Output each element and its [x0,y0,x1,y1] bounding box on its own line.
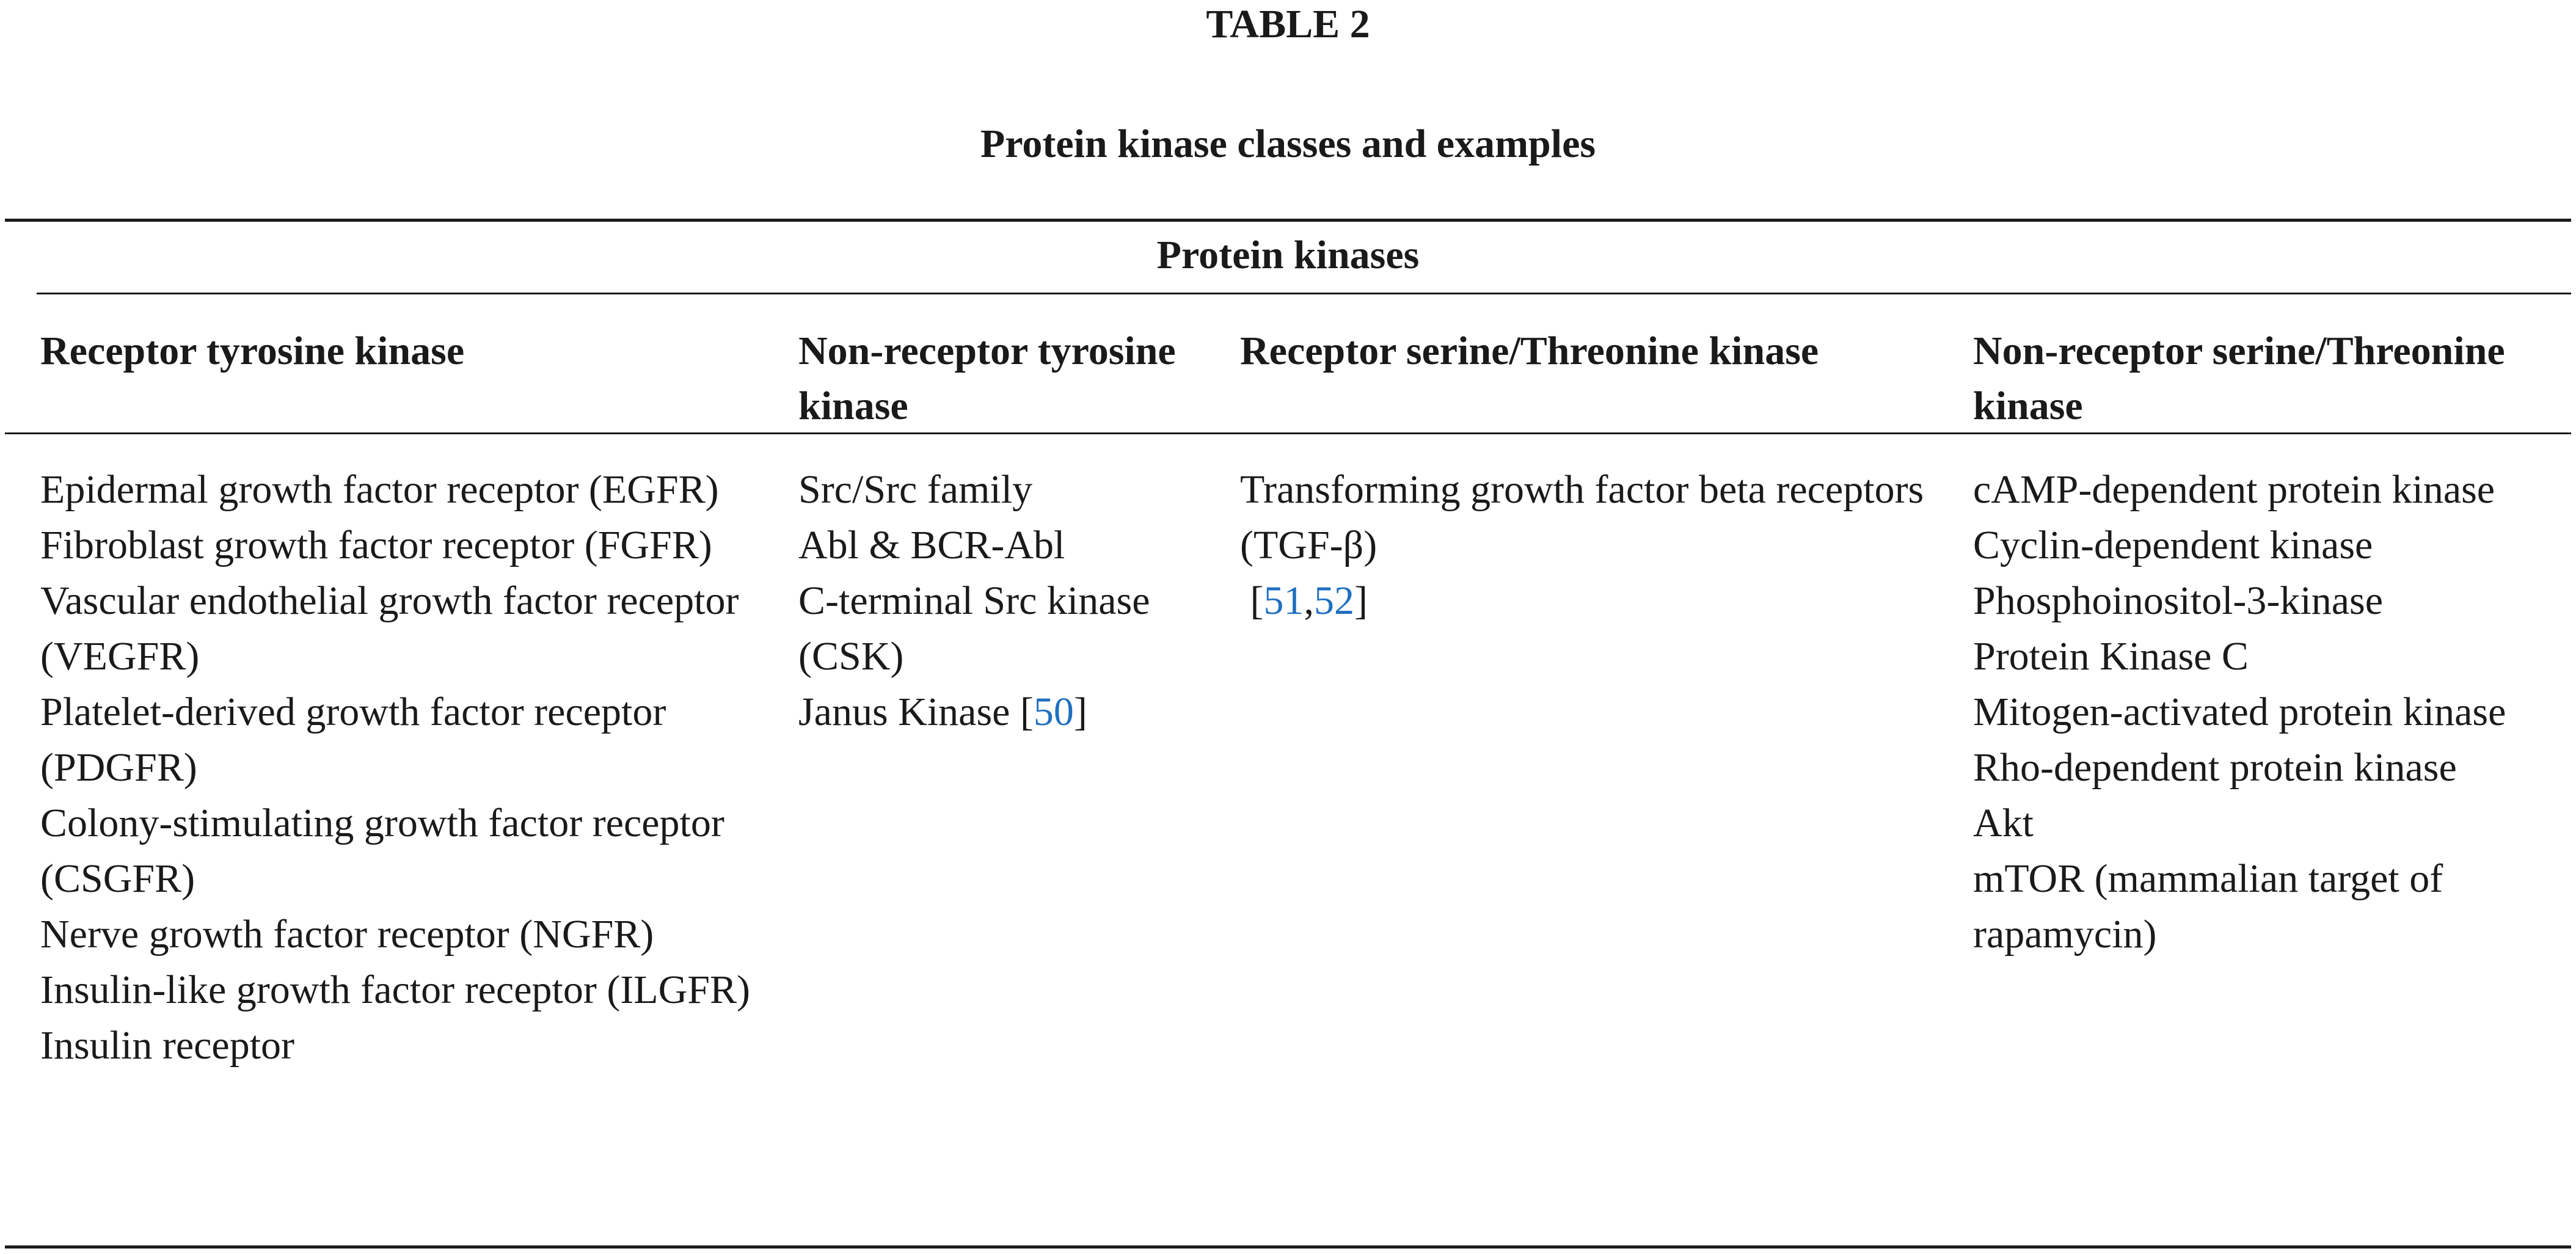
list-item: Src/Src family [798,467,1033,512]
list-item: Mitogen-activated protein kinase [1973,690,2506,734]
list-item: Akt [1973,801,2034,845]
list-item: Insulin-like growth factor receptor (ILGFR) [40,968,750,1012]
list-item: Rho-dependent protein kinase [1973,745,2457,790]
list-item-label: Janus Kinase [798,690,1010,734]
ref-bracket-close: ] [1073,690,1087,734]
group-header: Protein kinases [1156,233,1420,277]
list-item: Insulin receptor [40,1023,295,1068]
list-item: Abl & BCR-Abl [798,523,1065,567]
list-item: Epidermal growth factor receptor (EGFR) [40,467,719,512]
reference-link[interactable]: 51 [1263,578,1304,623]
header-rule [5,432,2571,434]
reference-link[interactable]: 52 [1313,578,1354,623]
ref-bracket-open: [ [1250,578,1264,623]
column-header-receptor-serine-threonine-kinase: Receptor serine/Threonine kinase [1240,329,1819,373]
ref-bracket-close: ] [1354,578,1368,623]
column-header-non-receptor-tyrosine-kinase: Non-receptor tyrosine kinase [798,329,1176,428]
column-header-receptor-tyrosine-kinase: Receptor tyrosine kinase [40,329,465,373]
ref-bracket-open: [ [1020,690,1034,734]
ref-separator: , [1304,578,1314,623]
list-item-refs [1240,573,1943,629]
column-receptor-tyrosine-kinase [40,462,761,1073]
list-item: Fibroblast growth factor receptor (FGFR) [40,523,712,567]
column-receptor-serine-threonine-kinase [1240,462,1943,629]
column-non-receptor-serine-threonine-kinase [1973,462,2572,962]
list-item: C-terminal Src kinase (CSK) [798,578,1150,679]
list-item: cAMP-dependent protein kinase [1973,467,2495,512]
list-item: Transforming growth factor beta receptors (TGF-β) [1240,467,1924,567]
group-header-rule [37,293,2571,294]
column-header-non-receptor-serine-threonine-kinase: Non-receptor serine/Threonine kinase [1973,329,2505,428]
list-item: Nerve growth factor receptor (NGFR) [40,912,654,957]
list-item: Phosphoinositol-3-kinase [1973,578,2383,623]
reference-link[interactable]: 50 [1033,690,1074,734]
list-item: Vascular endothelial growth factor receptor (VEGFR) [40,578,739,679]
bottom-rule [5,1245,2571,1249]
list-item: mTOR (mammalian target of rapamycin) [1973,856,2443,957]
table-number: TABLE 2 [1206,2,1370,46]
table-caption: Protein kinase classes and examples [980,122,1596,166]
list-item [798,684,1220,740]
column-non-receptor-tyrosine-kinase [798,462,1220,740]
list-item: Protein Kinase C [1973,634,2249,679]
top-rule [5,219,2571,222]
list-item: Platelet-derived growth factor receptor (PDGFR) [40,690,666,790]
list-item: Colony-stimulating growth factor receptor (CSGFR) [40,801,724,901]
list-item: Cyclin-dependent kinase [1973,523,2373,567]
